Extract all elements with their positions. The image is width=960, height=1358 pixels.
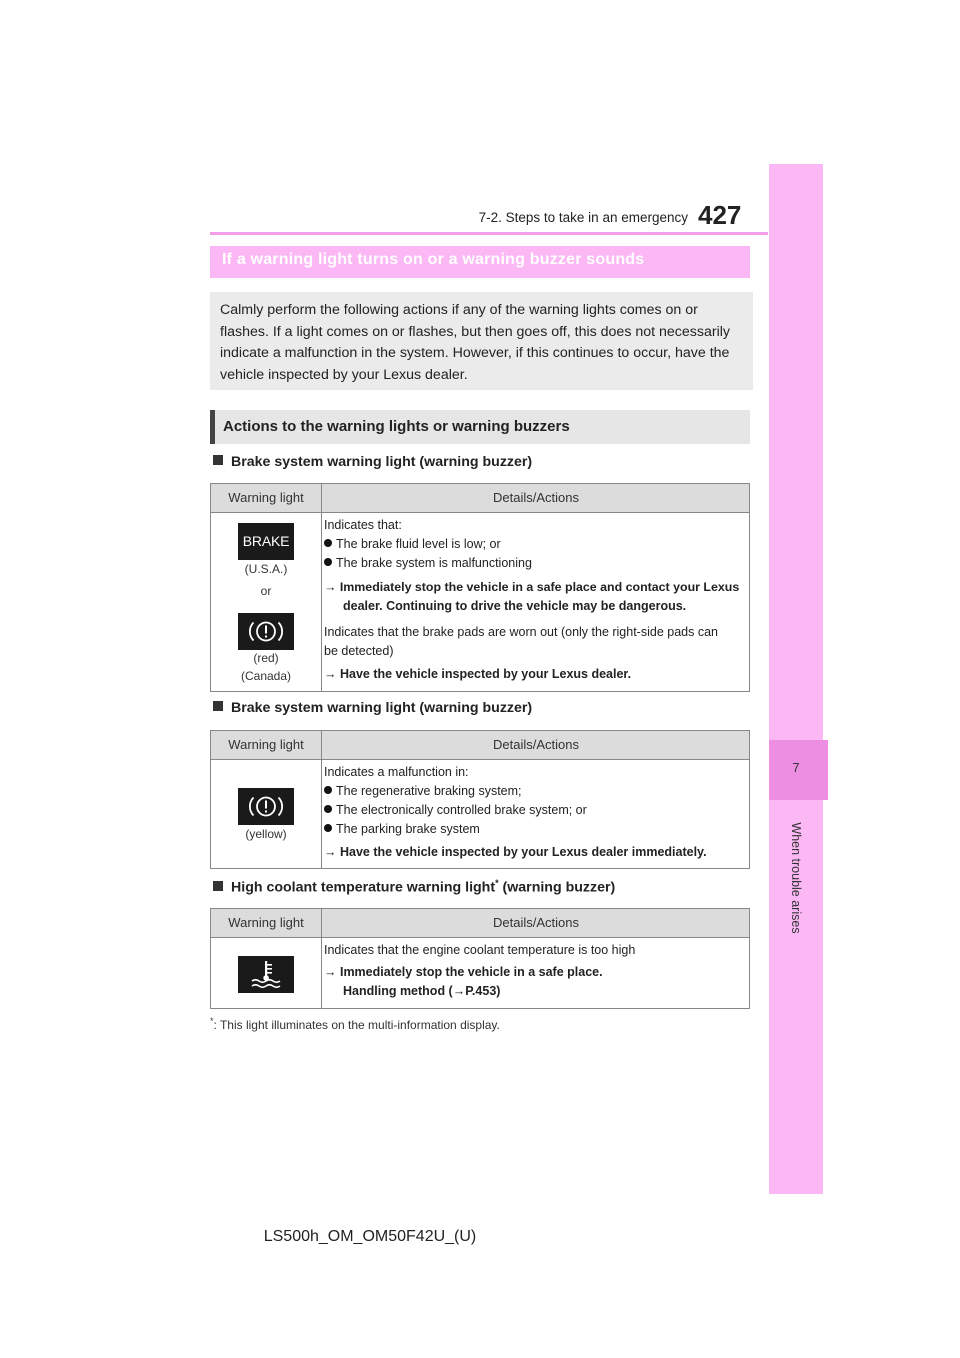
table-header — [211, 731, 749, 760]
intro-box — [210, 292, 753, 390]
header-details-actions: Details/Actions — [493, 490, 579, 505]
bullet-icon — [324, 824, 332, 832]
section-title: 7-2. Steps to take in an emergency — [478, 210, 688, 225]
square-bullet-icon — [213, 881, 223, 891]
detail-action: dealer. Continuing to drive the vehicle may be dangerous. — [343, 599, 687, 613]
header-warning-light: Warning light — [228, 737, 304, 752]
column-divider — [321, 484, 322, 691]
chapter-label: When trouble arises — [789, 822, 803, 934]
detail-bullet-line: The brake system is malfunctioning — [324, 556, 532, 570]
bullet-icon — [324, 805, 332, 813]
document-code: LS500h_OM_OM50F42U_(U) — [263, 1228, 477, 1245]
section-heading-coolant: High coolant temperature warning light* (warning buzzer) — [210, 878, 615, 896]
icon-label-yellow: (yellow) — [245, 827, 287, 841]
detail-action: → Have the vehicle inspected by your Lexus dealer immediately. — [324, 845, 707, 859]
sub-heading-accent — [210, 410, 215, 444]
icon-label-or: or — [260, 584, 272, 598]
header-warning-light: Warning light — [228, 490, 304, 505]
detail-line: be detected) — [324, 644, 394, 658]
detail-line: Indicates that the brake pads are worn out (only the right-side pads can — [324, 625, 718, 639]
icon-label-red: (red) — [253, 651, 279, 665]
icon-label-usa: (U.S.A.) — [244, 562, 288, 576]
detail-action-reference[interactable]: Handling method (→P.453) — [343, 984, 501, 998]
square-bullet-icon — [213, 455, 223, 465]
detail-action: → Immediately stop the vehicle in a safe place and contact your Lexus — [324, 580, 740, 594]
table-coolant — [210, 908, 750, 1009]
column-divider — [321, 909, 322, 1008]
detail-action: → Immediately stop the vehicle in a safe place. — [324, 965, 603, 979]
header-details-actions: Details/Actions — [493, 915, 579, 930]
detail-bullet-line: The parking brake system — [324, 822, 480, 836]
column-divider — [321, 731, 322, 868]
main-heading-bar — [210, 246, 750, 278]
bullet-icon — [324, 786, 332, 794]
section-heading-brake-yellow: Brake system warning light (warning buzzer) — [210, 700, 532, 716]
sub-heading: Actions to the warning lights or warning buzzers — [223, 418, 570, 435]
table-header — [211, 909, 749, 938]
square-bullet-icon — [213, 701, 223, 711]
icon-label-canada: (Canada) — [240, 669, 292, 683]
main-heading: If a warning light turns on or a warning buzzer sounds — [222, 251, 645, 268]
detail-bullet-line: The electronically controlled brake system; or — [324, 803, 587, 817]
coolant-temperature-icon — [238, 956, 294, 993]
table-header — [211, 484, 749, 513]
table-brake-red — [210, 483, 750, 692]
detail-line: Indicates that the engine coolant temperature is too high — [324, 943, 636, 957]
detail-line: Indicates a malfunction in: — [324, 765, 469, 779]
sub-heading-bar — [210, 410, 750, 444]
bullet-icon — [324, 558, 332, 566]
table-brake-yellow — [210, 730, 750, 869]
chapter-side-strip — [769, 164, 823, 1194]
chapter-number: 7 — [792, 760, 800, 775]
detail-action: → Have the vehicle inspected by your Lexus dealer. — [324, 667, 632, 681]
detail-bullet-line: The brake fluid level is low; or — [324, 537, 501, 551]
footnote: *: This light illuminates on the multi-information display. — [210, 1016, 500, 1032]
bullet-icon — [324, 539, 332, 547]
header-warning-light: Warning light — [228, 915, 304, 930]
section-heading-brake-red: Brake system warning light (warning buzzer) — [210, 454, 532, 470]
brake-exclamation-icon — [238, 613, 294, 650]
brake-exclamation-icon — [238, 788, 294, 825]
header-rule — [210, 232, 768, 235]
header-details-actions: Details/Actions — [493, 737, 579, 752]
intro-text: Calmly perform the following actions if any of the warning lights comes on or flashes. If a light comes on or flashes, but then goes off, this does not necessarily indicate a malfunction in the system. However, if this continues to occur, have the vehicle inspected by your Lexus dealer. — [220, 302, 730, 383]
brake-text-icon: BRAKE — [238, 523, 294, 560]
detail-line: Indicates that: — [324, 518, 402, 532]
page-number: 427 — [698, 200, 742, 230]
detail-bullet-line: The regenerative braking system; — [324, 784, 522, 798]
